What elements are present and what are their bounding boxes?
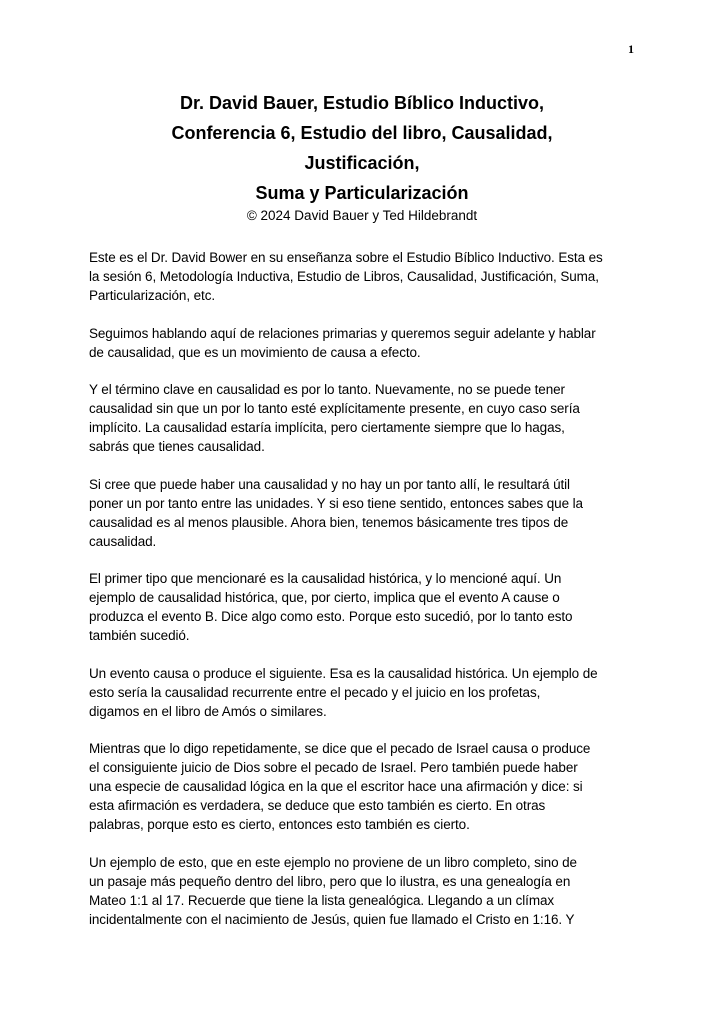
paragraph-line: ejemplo de causalidad histórica, que, por cierto, implica que el evento A cause o	[89, 590, 560, 605]
paragraph-line: Particularización, etc.	[89, 288, 216, 303]
paragraph	[89, 664, 699, 721]
title-line: Suma y Particularización	[255, 183, 469, 203]
title-block	[0, 88, 724, 224]
paragraph-line: Mateo 1:1 al 17. Recuerde que tiene la lista genealógica. Llegando a un clímax	[89, 892, 555, 908]
document-body	[89, 248, 699, 947]
paragraph-line: una especie de causalidad lógica en la que el escritor hace una afirmación y dice: si	[89, 779, 583, 794]
paragraph-line: esto sería la causalidad recurrente entre el pecado y el juicio en los profetas,	[89, 684, 541, 700]
paragraph-line: la sesión 6, Metodología Inductiva, Estudio de Libros, Causalidad, Justificación, Suma,	[89, 269, 599, 284]
paragraph	[89, 248, 699, 305]
page-number: 1	[628, 42, 634, 56]
paragraph	[89, 739, 699, 834]
paragraph-line: implícito. La causalidad estaría implícita, pero ciertamente siempre que lo hagas,	[89, 420, 565, 435]
title-line: Dr. David Bauer, Estudio Bíblico Inductivo,	[179, 93, 545, 113]
paragraph-line: Este es el Dr. David Bower en su enseñanza sobre el Estudio Bíblico Inductivo. Esta es	[89, 250, 603, 265]
paragraph-line: de causalidad, que es un movimiento de causa a efecto.	[89, 344, 421, 360]
title-line: Conferencia 6, Estudio del libro, Causalidad,	[171, 123, 553, 143]
paragraph-line: sabrás que tienes causalidad.	[89, 439, 265, 454]
paragraph-line: El primer tipo que mencionaré es la causalidad histórica, y lo mencioné aquí. Un	[89, 571, 562, 586]
title-line: Justificación,	[304, 153, 420, 173]
paragraph-line: causalidad es al menos plausible. Ahora bien, tenemos básicamente tres tipos de	[89, 514, 569, 530]
paragraph	[89, 475, 699, 551]
paragraph	[89, 324, 699, 362]
paragraph	[89, 569, 699, 645]
paragraph-line: también sucedió.	[89, 628, 190, 643]
paragraph	[89, 380, 699, 456]
paragraph-line: un pasaje más pequeño dentro del libro, pero que lo ilustra, es una genealogía en	[89, 873, 571, 889]
paragraph-line: esta afirmación es verdadera, se deduce que esto también es cierto. En otras	[89, 798, 546, 813]
paragraph-line: Si cree que puede haber una causalidad y no hay un por tanto allí, le resultará útil	[89, 476, 570, 492]
paragraph-line: el consiguiente juicio de Dios sobre el pecado de Israel. Pero también puede haber	[89, 760, 578, 775]
paragraph-line: causalidad sin que un por lo tanto esté explícitamente presente, en cuyo caso sería	[89, 401, 580, 416]
paragraph-line: Y el término clave en causalidad es por lo tanto. Nuevamente, no se puede tener	[89, 382, 565, 397]
paragraph-line: digamos en el libro de Amós o similares.	[89, 703, 327, 719]
paragraph-line: palabras, porque esto es cierto, entonces esto también es cierto.	[89, 817, 470, 832]
paragraph-line: Un evento causa o produce el siguiente. Esa es la causalidad histórica. Un ejemplo de	[89, 665, 598, 681]
copyright-line: © 2024 David Bauer y Ted Hildebrandt	[246, 208, 478, 223]
paragraph-line: Un ejemplo de esto, que en este ejemplo no proviene de un libro completo, sino de	[89, 854, 577, 870]
paragraph-line: incidentalmente con el nacimiento de Jesús, quien fue llamado el Cristo en 1:16. Y	[89, 911, 575, 927]
paragraph	[89, 853, 699, 929]
paragraph-line: causalidad.	[89, 533, 157, 549]
paragraph-line: Mientras que lo digo repetidamente, se dice que el pecado de Israel causa o produce	[89, 741, 591, 756]
paragraph-line: poner un por tanto entre las unidades. Y si eso tiene sentido, entonces sabes que la	[89, 495, 583, 511]
paragraph-line: Seguimos hablando aquí de relaciones primarias y queremos seguir adelante y hablar	[89, 325, 596, 341]
paragraph-line: produzca el evento B. Dice algo como esto. Porque esto sucedió, por lo tanto esto	[89, 609, 573, 624]
